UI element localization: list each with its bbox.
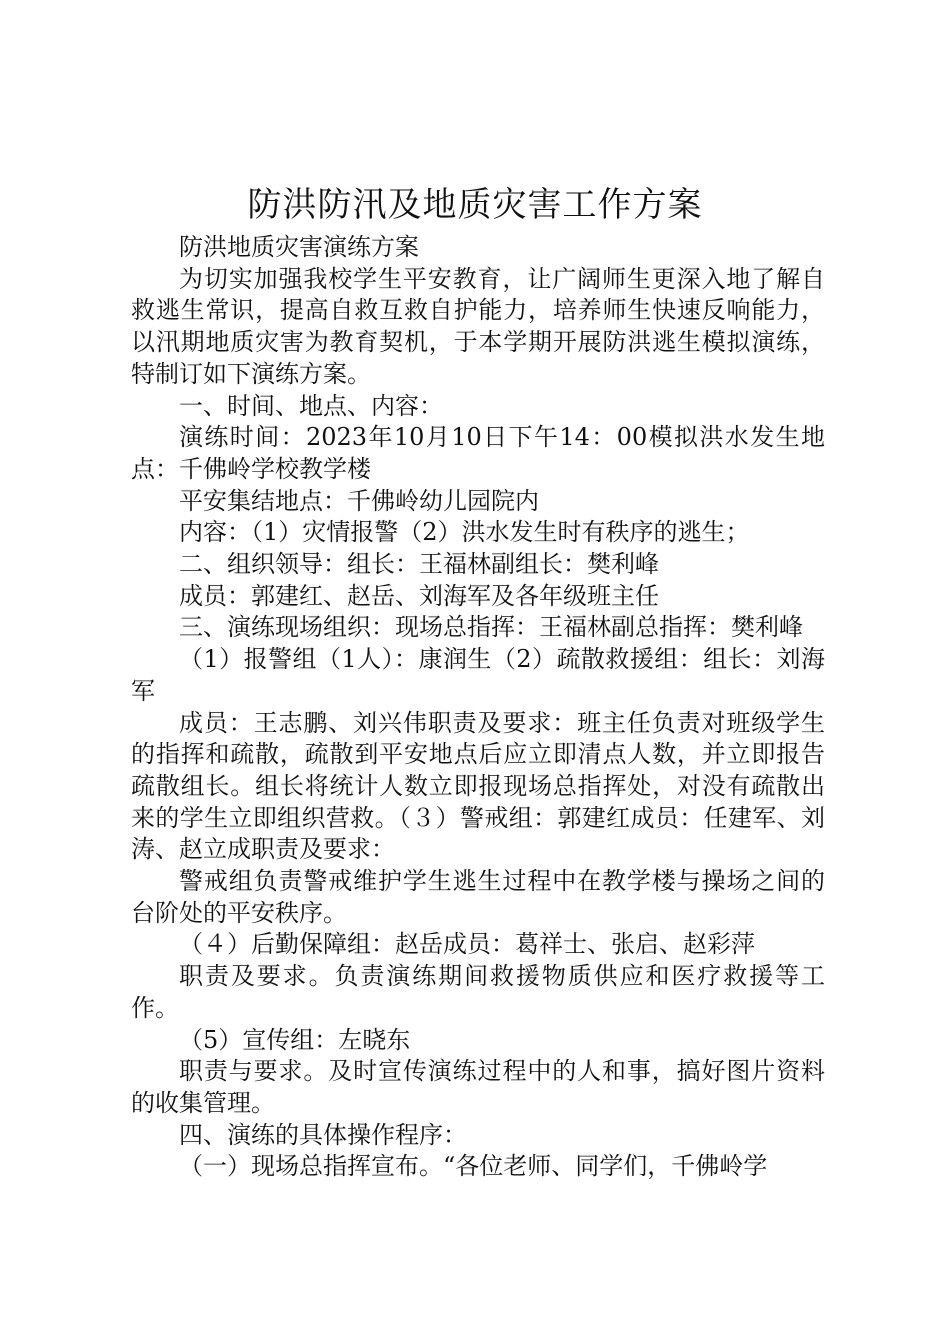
paragraph-members: 成员：郭建红、赵岳、刘海军及各年级班主任 <box>179 581 659 610</box>
document-title: 防洪防汛及地质灾害工作方案 <box>247 185 703 225</box>
paragraph-section-one: 一、时间、地点、内容： <box>179 391 443 420</box>
paragraph-plan-heading: 防洪地质灾害演练方案 <box>179 233 419 261</box>
paragraph-procedure-one: （一）现场总指挥宣布。“各位老师、同学们，千佛岭学 <box>179 1152 768 1181</box>
paragraph-logistics-duties: 职责及要求。负责演练期间救援物质供应和医疗救援等工作。 <box>131 962 825 1022</box>
paragraph-section-two: 二、组织领导：组长：王福林副组长：樊利峰 <box>179 550 659 579</box>
paragraph-drill-time: 演练时间：2023年10月10日下午14：00模拟洪水发生地点：千佛岭学校教学楼 <box>131 423 825 483</box>
document-body <box>131 232 825 1183</box>
paragraph-publicity-group: （5）宣传组：左晓东 <box>179 1025 411 1054</box>
paragraph-intro: 为切实加强我校学生平安教育，让广阔师生更深入地了解自救逃生常识，提高自救互救自护能力，培养师生快速反响能力，以汛期地质灾害为教育契机，于本学期开展防洪逃生模拟演练，特制订如下演练方案。 <box>131 264 825 388</box>
paragraph-logistics-group: （４）后勤保障组：赵岳成员：葛祥士、张启、赵彩萍 <box>179 930 755 959</box>
paragraph-alarm-group: （1）报警组（1人）：康润生（2）疏散救援组：组长：刘海军 <box>131 645 825 705</box>
paragraph-section-three: 三、演练现场组织：现场总指挥：王福林副总指挥：樊利峰 <box>179 613 803 642</box>
paragraph-content: 内容：（1）灾情报警（2）洪水发生时有秩序的逃生； <box>179 518 750 547</box>
paragraph-section-four: 四、演练的具体操作程序： <box>179 1120 467 1149</box>
paragraph-publicity-duties: 职责与要求。及时宣传演练过程中的人和事，搞好图片资料的收集管理。 <box>131 1057 825 1117</box>
paragraph-evacuation-duties: 成员：王志鹏、刘兴伟职责及要求：班主任负责对班级学生的指挥和疏散，疏散到平安地点后应立即清点人数，并立即报告疏散组长。组长将统计人数立即报现场总指挥处，对没有疏散出来的学生立即组织营救。（３）警戒组：郭建红成员：任建军、刘涛、赵立成职责及要求： <box>131 708 825 864</box>
paragraph-guard-duties: 警戒组负责警戒维护学生逃生过程中在教学楼与操场之间的台阶处的平安秩序。 <box>131 867 825 927</box>
paragraph-assembly-point: 平安集结地点：千佛岭幼儿园院内 <box>179 486 539 515</box>
